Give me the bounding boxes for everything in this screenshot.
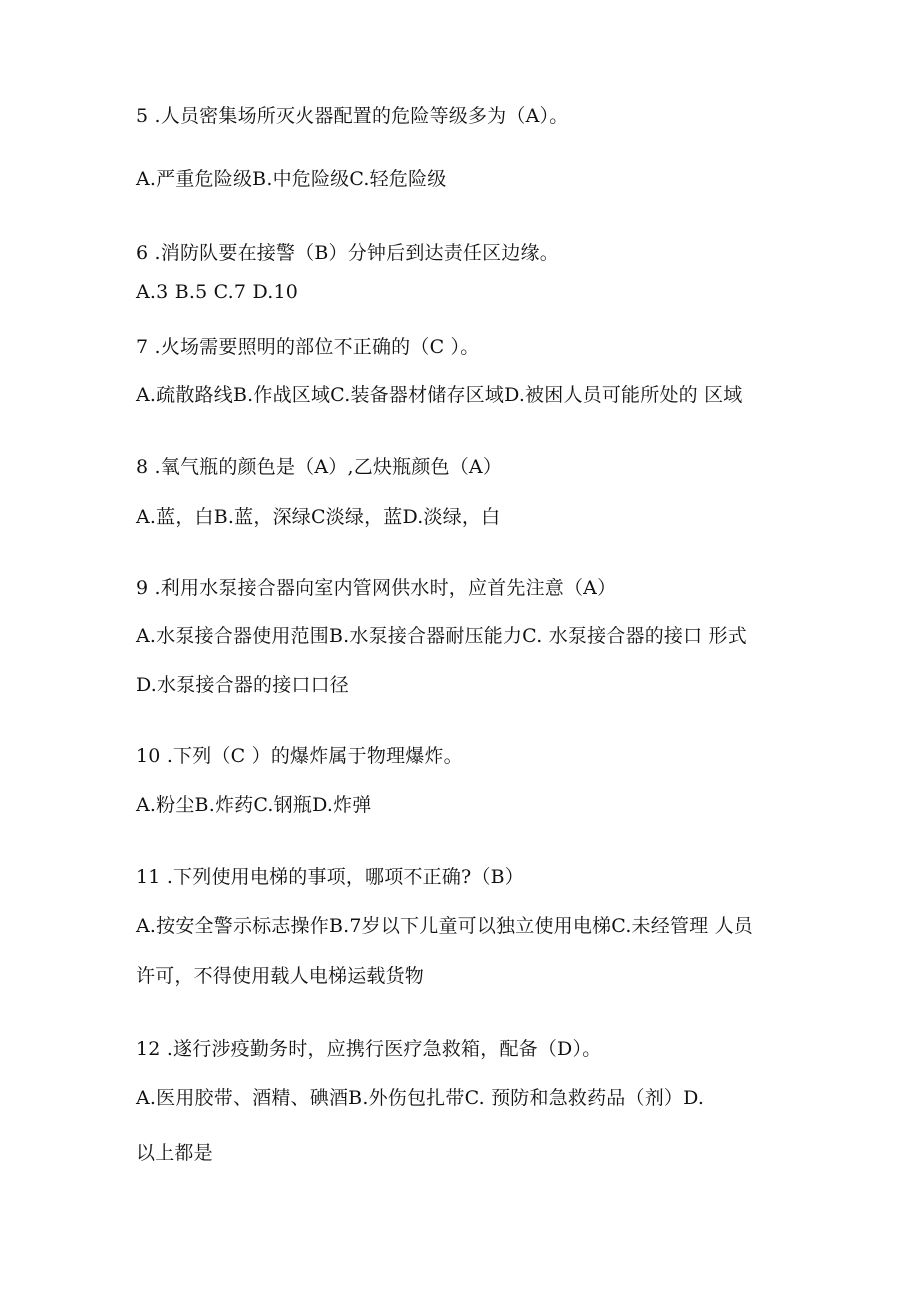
question-7-options: A.疏散路线B.作战区域C.装备器材储存区域D.被困人员可能所处的 区域 [136,384,743,406]
question-9-options-line-1: A.水泵接合器使用范围B.水泵接合器耐压能力C. 水泵接合器的接口 形式 [136,625,747,647]
question-11-options-line-2: 许可，不得使用载人电梯运载货物 [136,965,425,987]
question-5-options: A.严重危险级B.中危险级C.轻危险级 [136,168,447,190]
question-6: 6 .消防队要在接警（B）分钟后到达责任区边缘。 [136,242,559,264]
question-9: 9 .利用水泵接合器向室内管网供水时，应首先注意（A） [136,577,617,599]
question-11-options-line-1: A.按安全警示标志操作B.7岁以下儿童可以独立使用电梯C.未经管理 人员 [136,915,753,937]
question-8-options: A.蓝，白B.蓝，深绿C淡绿，蓝D.淡绿，白 [136,506,501,528]
question-10: 10 .下列（C ）的爆炸属于物理爆炸。 [136,745,463,767]
question-12-options-line-1: A.医用胶带、酒精、碘酒B.外伤包扎带C. 预防和急救药品（剂）D. [136,1087,705,1109]
question-10-options: A.粉尘B.炸药C.钢瓶D.炸弹 [136,794,372,816]
question-8: 8 .氧气瓶的颜色是（A）,乙炔瓶颜色（A） [136,456,503,478]
question-11: 11 .下列使用电梯的事项，哪项不正确?（B） [136,866,525,888]
question-5: 5 .人员密集场所灭火器配置的危险等级多为（A）。 [136,105,569,127]
question-7: 7 .火场需要照明的部位不正确的（C ）。 [136,336,480,358]
question-6-options: A.3 B.5 C.7 D.10 [136,281,299,303]
question-12-options-line-2: 以上都是 [136,1142,213,1164]
question-9-options-line-2: D.水泵接合器的接口口径 [136,674,349,696]
question-12: 12 .遂行涉疫勤务时，应携行医疗急救箱，配备（D）。 [136,1038,602,1060]
